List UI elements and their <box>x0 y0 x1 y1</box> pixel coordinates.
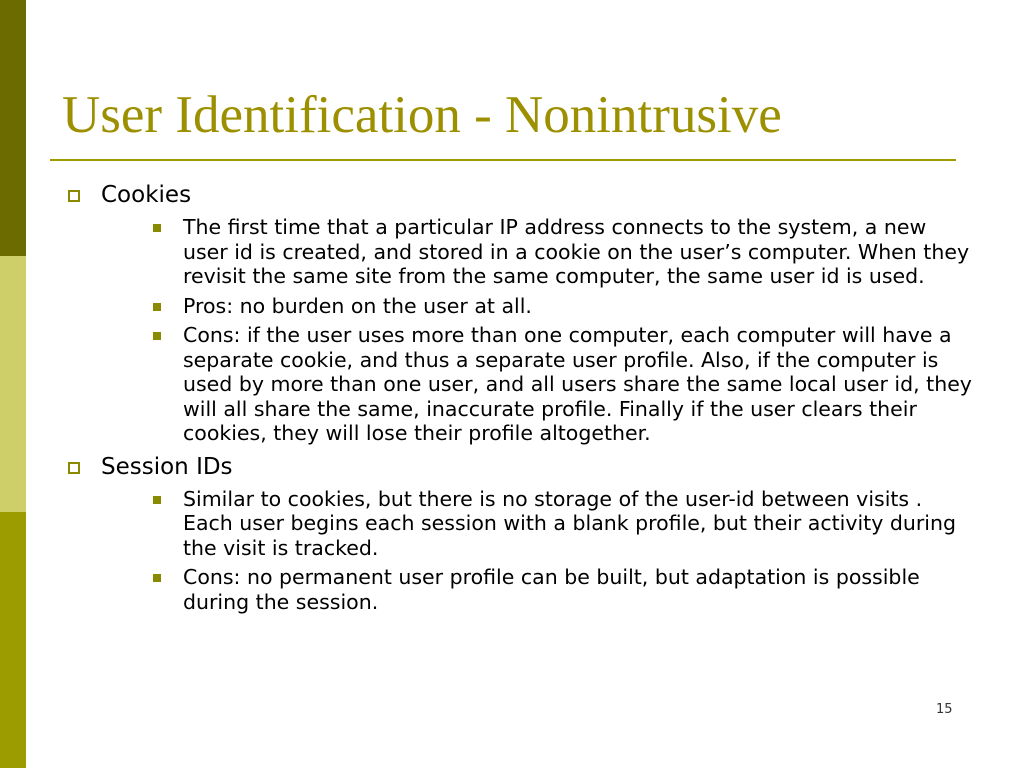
square-bullet-icon <box>153 303 161 311</box>
bullet-session-ids <box>64 453 974 615</box>
cookies-sublist <box>101 215 974 446</box>
sub-bullet <box>101 565 974 614</box>
sub-bullet-text: Cons: no permanent user profile can be built, but adaptation is possible during the session. <box>183 565 920 614</box>
left-bar-top <box>0 0 26 256</box>
sub-bullet <box>101 294 974 319</box>
left-bar-bottom <box>0 512 26 768</box>
sub-bullet-text: Similar to cookies, but there is no storage of the user-id between visits . Each user begins each session with a blank profile, but their activity during the visit is tracked. <box>183 486 956 560</box>
sub-bullet <box>101 323 974 446</box>
sub-bullet-text: Pros: no burden on the user at all. <box>183 293 532 318</box>
bullet-cookies <box>64 181 974 446</box>
left-bar-middle <box>0 256 26 512</box>
square-bullet-icon <box>153 496 161 504</box>
square-bullet-icon <box>153 332 161 340</box>
square-bullet-icon <box>153 574 161 582</box>
bullet-label: Cookies <box>101 182 192 208</box>
square-bullet-icon <box>153 224 161 232</box>
hollow-square-bullet-icon <box>68 462 80 474</box>
page-number: 15 <box>936 702 953 717</box>
sub-bullet <box>101 487 974 561</box>
slide-body <box>64 181 974 619</box>
sub-bullet-text: Cons: if the user uses more than one computer, each computer will have a separate cookie, and thus a separate user profile. Also, if the computer is used by more than one user, and all users share the same local user id, they will all share the same, inaccurate profile. Finally if the user clears their cookies, they will lose their profile altogether. <box>183 323 972 445</box>
sub-bullet-text: The first time that a particular IP address connects to the system, a new user id is created, and stored in a cookie on the user’s computer. When they revisit the same site from the same computer, the same user id is used. <box>183 215 970 288</box>
session-ids-sublist <box>101 487 974 615</box>
title-underline <box>50 159 956 161</box>
slide-title: User Identification - Nonintrusive <box>62 86 782 144</box>
bullet-label: Session IDs <box>101 453 233 480</box>
hollow-square-bullet-icon <box>68 190 80 202</box>
sub-bullet <box>101 215 974 289</box>
